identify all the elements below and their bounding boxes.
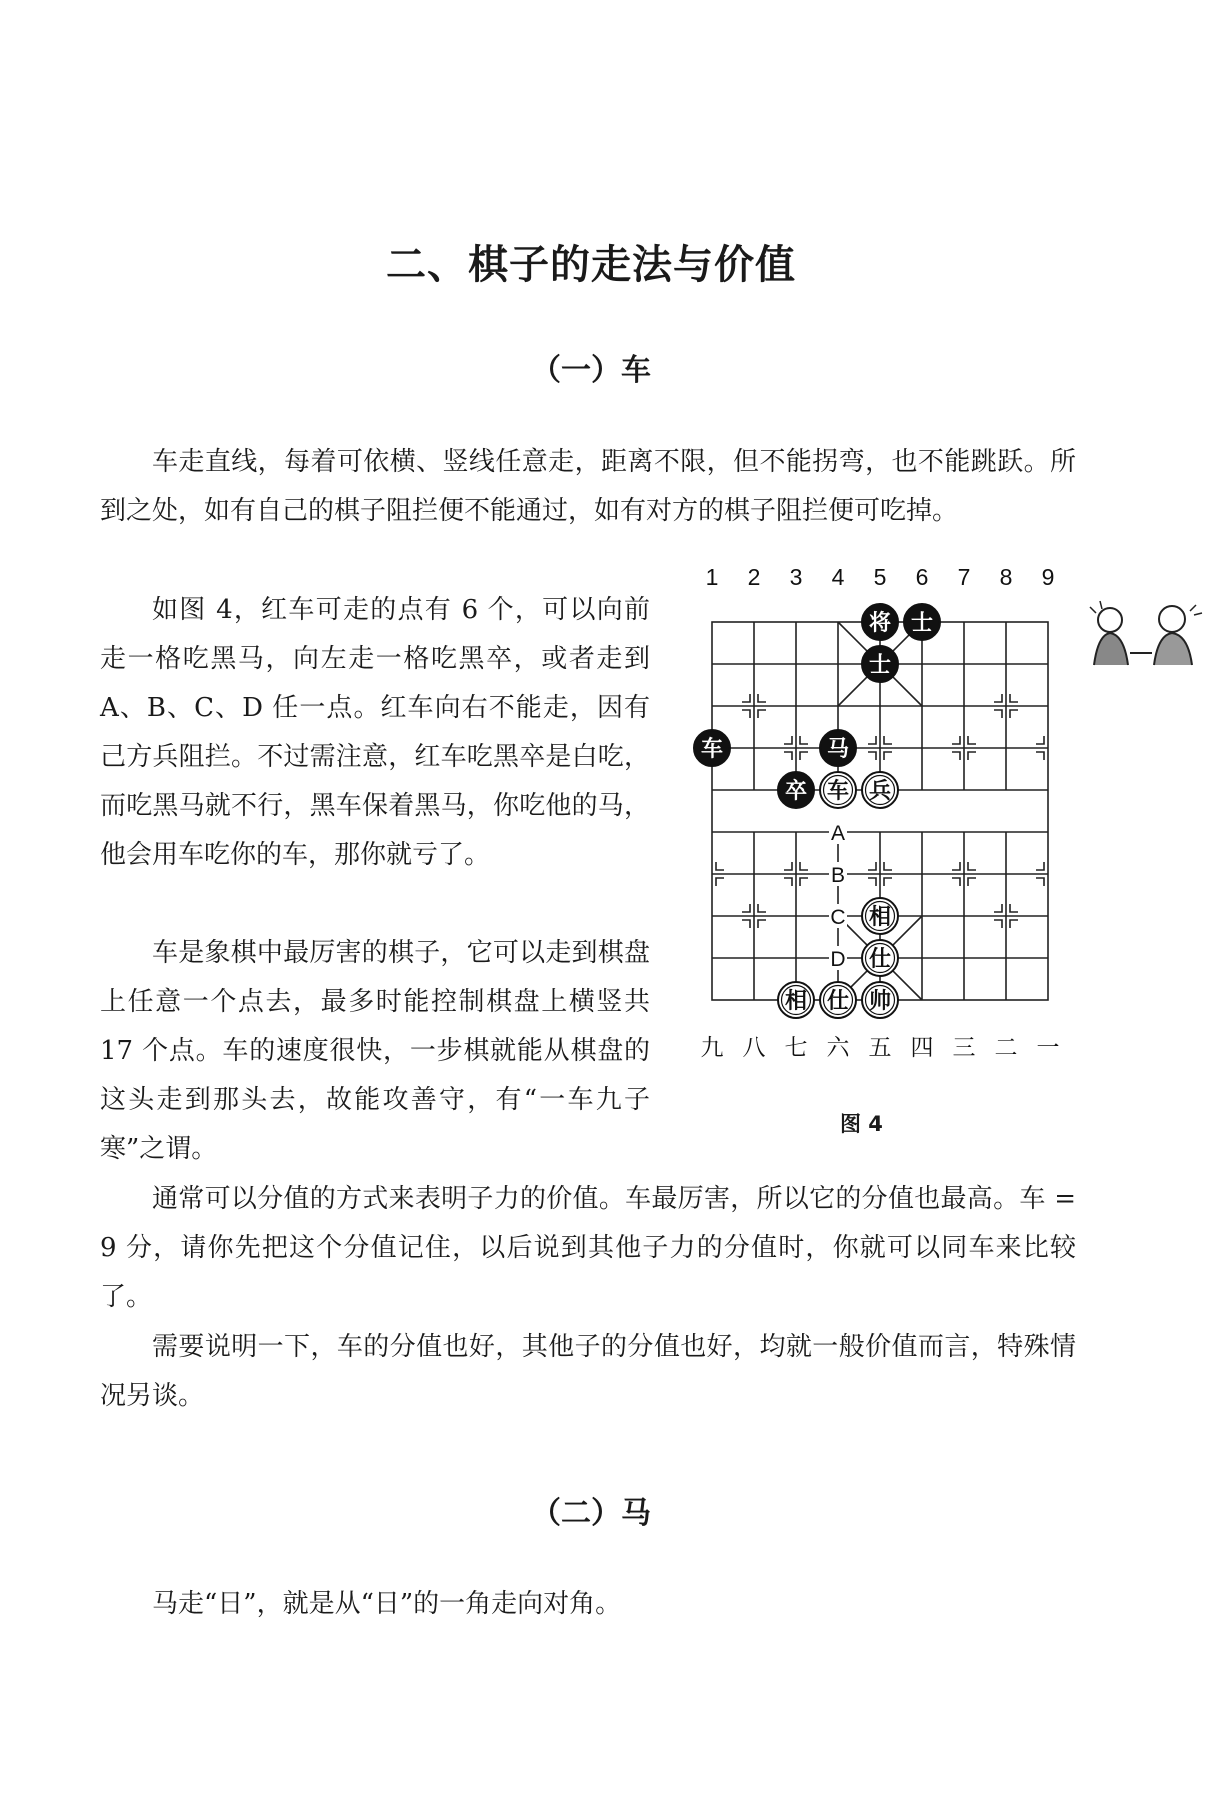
position-marker	[952, 862, 960, 870]
position-marker	[784, 862, 792, 870]
position-marker	[758, 920, 766, 928]
piece-label-black-general: 将	[868, 611, 892, 636]
file-chinese-label: 二	[994, 1035, 1018, 1061]
position-marker	[968, 752, 976, 760]
position-marker	[1010, 904, 1018, 912]
position-marker	[1036, 862, 1044, 870]
file-chinese-label: 五	[868, 1035, 892, 1061]
file-number-label: 4	[831, 564, 845, 590]
piece-label-black-chariot: 车	[700, 737, 724, 762]
position-marker	[716, 878, 724, 886]
position-marker	[1036, 752, 1044, 760]
position-marker	[758, 904, 766, 912]
paragraph-6: 马走“日”，就是从“日”的一角走向对角。	[152, 1589, 622, 1619]
position-marker	[968, 878, 976, 886]
paragraph-2: 如图 4，红车可走的点有 6 个，可以向前走一格吃黑马，向左走一格吃黑卒，或者走到 A、B、C、D 任一点。红车向右不能走，因有己方兵阻拦。不过需注意，红车吃黑卒是白吃，而吃黑马就不行，黑车保着黑马，你吃他的马，他会用车吃你的车，那你就亏了。	[100, 595, 650, 870]
position-marker	[1036, 878, 1044, 886]
file-chinese-label: 六	[826, 1035, 850, 1061]
file-number-label: 8	[999, 564, 1013, 590]
file-number-label: 2	[747, 564, 761, 590]
position-marker	[994, 694, 1002, 702]
paragraph-3: 车是象棋中最厉害的棋子，它可以走到棋盘上任意一个点去，最多时能控制棋盘上横竖共 17 个点。车的速度很快，一步棋就能从棋盘的这头走到那头去，故能攻善守，有“一车九子寒”之谓。	[100, 938, 650, 1164]
section-heading-chariot: （一）车	[531, 353, 651, 388]
point-label-d: D	[830, 948, 846, 971]
xiangqi-board-diagram	[690, 555, 1100, 1070]
paragraph-5: 需要说明一下，车的分值也好，其他子的分值也好，均就一般价值而言，特殊情况另谈。	[100, 1332, 1076, 1411]
file-number-label: 5	[873, 564, 887, 590]
position-marker	[1010, 920, 1018, 928]
position-marker	[884, 878, 892, 886]
position-marker	[868, 878, 876, 886]
position-marker	[800, 752, 808, 760]
section-heading-horse: （二）马	[531, 1496, 651, 1531]
position-marker	[994, 920, 1002, 928]
cartoon-players-illustration	[1080, 595, 1210, 670]
piece-label-red-advisor-1: 仕	[868, 947, 892, 972]
position-marker	[716, 862, 724, 870]
position-marker	[1010, 710, 1018, 718]
file-chinese-label: 七	[784, 1035, 808, 1061]
piece-label-red-chariot: 车	[826, 779, 850, 804]
piece-label-black-horse: 马	[826, 737, 850, 762]
position-marker	[968, 736, 976, 744]
file-number-label: 6	[915, 564, 929, 590]
file-chinese-label: 三	[952, 1035, 976, 1061]
position-marker	[952, 736, 960, 744]
position-marker	[742, 694, 750, 702]
position-marker	[868, 862, 876, 870]
piece-label-red-elephant-2: 相	[784, 989, 808, 1014]
file-number-label: 3	[789, 564, 803, 590]
file-chinese-label: 九	[700, 1035, 724, 1061]
figure-caption: 图 4	[840, 1112, 883, 1136]
point-label-c: C	[830, 906, 846, 929]
position-marker	[784, 752, 792, 760]
piece-label-red-elephant-1: 相	[868, 905, 892, 930]
file-number-label: 9	[1041, 564, 1055, 590]
point-label-a: A	[830, 822, 846, 845]
position-marker	[884, 862, 892, 870]
paragraph-1: 车走直线，每着可依横、竖线任意走，距离不限，但不能拐弯，也不能跳跃。所到之处，如有自己的棋子阻拦便不能通过，如有对方的棋子阻拦便可吃掉。	[100, 447, 1076, 526]
position-marker	[1010, 694, 1018, 702]
page-title: 二、棋子的走法与价值	[386, 242, 796, 288]
position-marker	[1036, 736, 1044, 744]
file-chinese-label: 四	[910, 1035, 934, 1061]
file-chinese-label: 八	[742, 1035, 766, 1061]
file-chinese-label: 一	[1036, 1035, 1060, 1061]
position-marker	[968, 862, 976, 870]
piece-label-red-soldier: 兵	[868, 779, 892, 804]
position-marker	[800, 878, 808, 886]
paragraph-4: 通常可以分值的方式来表明子力的价值。车最厉害，所以它的分值也最高。车 = 9 分，请你先把这个分值记住，以后说到其他子力的分值时，你就可以同车来比较了。	[100, 1184, 1076, 1312]
file-number-label: 7	[957, 564, 971, 590]
piece-label-black-advisor-2: 士	[868, 653, 892, 678]
position-marker	[742, 710, 750, 718]
position-marker	[884, 736, 892, 744]
position-marker	[994, 904, 1002, 912]
piece-label-black-soldier: 卒	[784, 779, 808, 804]
position-marker	[884, 752, 892, 760]
position-marker	[758, 694, 766, 702]
position-marker	[742, 904, 750, 912]
piece-label-red-advisor-2: 仕	[826, 989, 850, 1014]
position-marker	[784, 736, 792, 744]
position-marker	[868, 736, 876, 744]
piece-label-red-general: 帅	[868, 989, 892, 1014]
piece-label-black-advisor-1: 士	[910, 611, 934, 636]
position-marker	[800, 736, 808, 744]
position-marker	[742, 920, 750, 928]
position-marker	[952, 752, 960, 760]
position-marker	[758, 710, 766, 718]
position-marker	[784, 878, 792, 886]
position-marker	[800, 862, 808, 870]
point-label-b: B	[830, 864, 846, 887]
file-number-label: 1	[705, 564, 719, 590]
position-marker	[994, 710, 1002, 718]
position-marker	[868, 752, 876, 760]
position-marker	[952, 878, 960, 886]
